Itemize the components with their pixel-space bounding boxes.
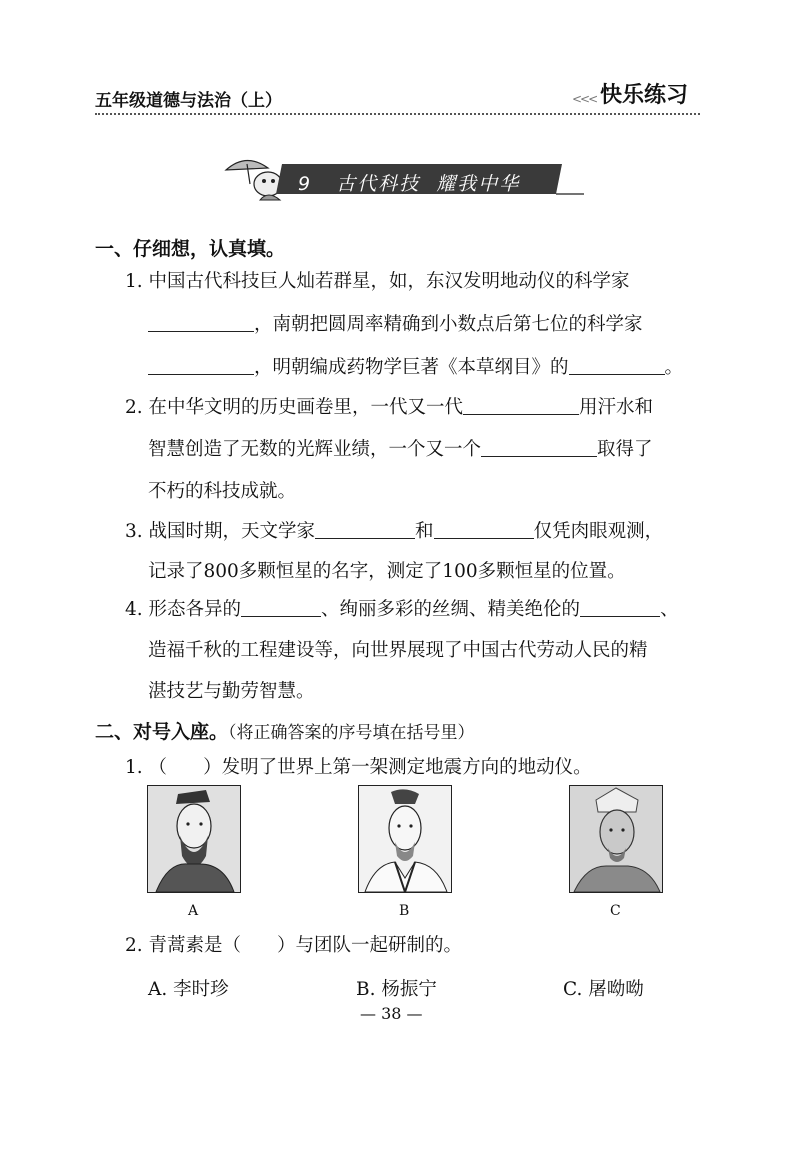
answer-blank[interactable] <box>481 438 597 457</box>
picture-label-b: B <box>399 903 410 919</box>
q2-line-2: 智慧创造了无数的光辉业绩，一个又一个 取得了 <box>148 439 653 460</box>
q4-line-2: 造福千秋的工程建设等，向世界展现了中国古代劳动人民的精 <box>148 640 648 661</box>
series-label: 快乐练习 <box>600 83 689 108</box>
portrait-b[interactable] <box>358 785 452 893</box>
answer-blank[interactable] <box>148 313 254 332</box>
option-a[interactable]: A. 李时珍 <box>148 979 229 1000</box>
answer-blank[interactable] <box>315 520 415 539</box>
q4-line-1: 4. 形态各异的 、绚丽多彩的丝绸、精美绝伦的 、 <box>125 599 679 620</box>
answer-blank[interactable] <box>569 356 665 375</box>
lesson-number: 9 <box>298 173 313 195</box>
mascot-icon <box>226 160 282 200</box>
header-divider <box>95 113 700 115</box>
s2-q1: 1. （ ）发明了世界上第一架测定地震方向的地动仪。 <box>125 757 592 778</box>
q4-line-3: 湛技艺与勤劳智慧。 <box>148 681 315 702</box>
lesson-name: 古代科技 耀我中华 <box>336 173 521 195</box>
answer-blank[interactable] <box>148 356 254 375</box>
page-number: — 38 — <box>360 1004 423 1023</box>
book-title: 五年级道德与法治（上） <box>95 91 282 111</box>
q3-line-1: 3. 战国时期，天文学家 和 仅凭肉眼观测， <box>125 521 664 542</box>
picture-label-c: C <box>610 903 621 919</box>
answer-blank[interactable] <box>580 598 660 617</box>
answer-blank[interactable] <box>434 520 534 539</box>
q2-line-3: 不朽的科技成就。 <box>148 481 297 502</box>
q3-line-2: 记录了800多颗恒星的名字，测定了100多颗恒星的位置。 <box>148 561 626 582</box>
picture-label-a: A <box>188 903 199 919</box>
s2-q2: 2. 青蒿素是（ ）与团队一起研制的。 <box>125 935 463 956</box>
answer-blank[interactable] <box>241 598 321 617</box>
portrait-a-image <box>148 786 240 892</box>
q1-line-1: 1. 中国古代科技巨人灿若群星，如，东汉发明地动仪的科学家 <box>125 271 630 292</box>
q1-line-3: ，明朝编成药物学巨著《本草纲目》的 。 <box>148 356 683 380</box>
option-c[interactable]: C. 屠呦呦 <box>563 979 644 1000</box>
q1-line-2: ，南朝把圆周率精确到小数点后第七位的科学家 <box>148 313 643 337</box>
answer-blank[interactable] <box>463 396 579 415</box>
portrait-c[interactable] <box>569 785 663 893</box>
option-b[interactable]: B. 杨振宁 <box>356 979 437 1000</box>
portrait-a[interactable] <box>147 785 241 893</box>
portrait-b-image <box>359 786 451 892</box>
q2-line-1: 2. 在中华文明的历史画卷里，一代又一代 用汗水和 <box>125 397 654 418</box>
series-arrows: <<< <box>572 92 597 106</box>
section-2-title: 二、对号入座。（将正确答案的序号填在括号里） <box>95 721 475 743</box>
portrait-c-image <box>570 786 662 892</box>
section-1-title: 一、仔细想，认真填。 <box>95 238 286 260</box>
lesson-title <box>298 169 520 196</box>
section-2-instruction: （将正确答案的序号填在括号里） <box>228 723 475 743</box>
